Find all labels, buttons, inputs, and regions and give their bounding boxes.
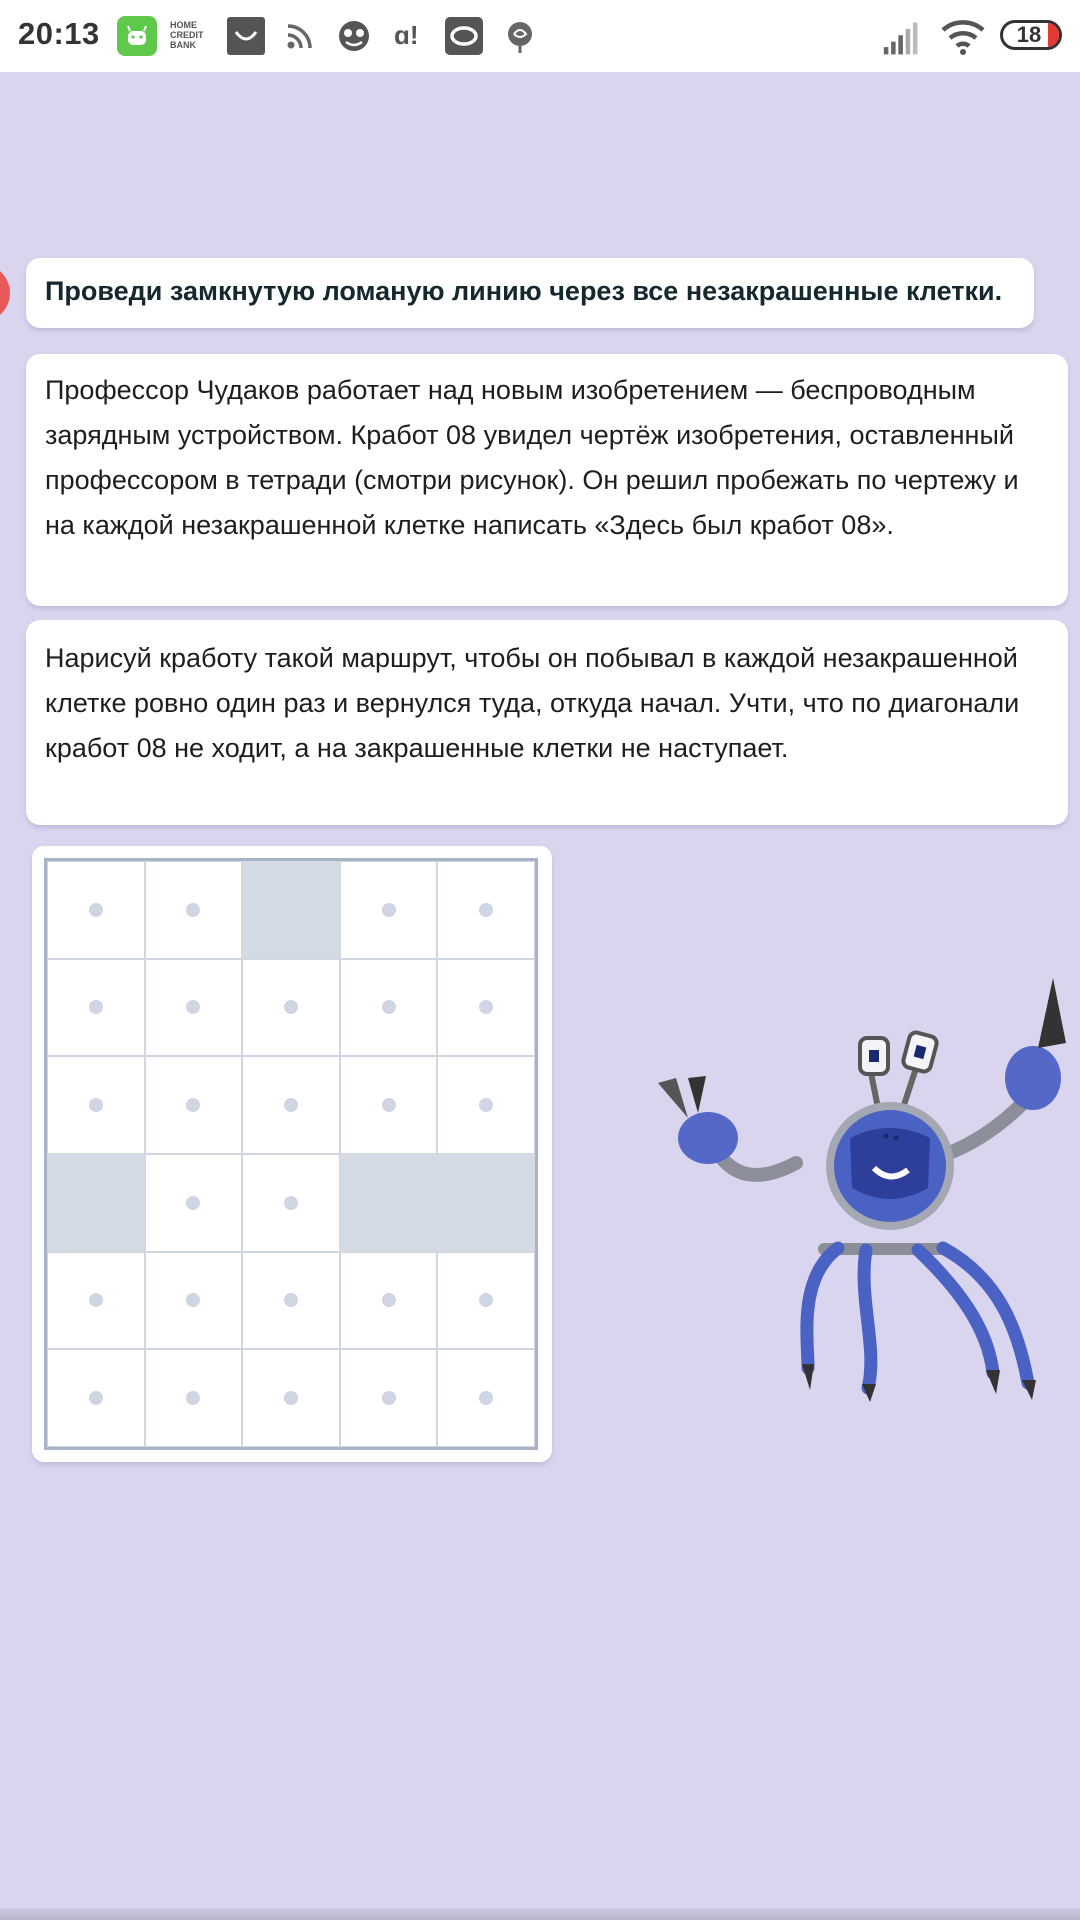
- task-instruction: Нарисуй кработу такой маршрут, чтобы он побывал в каждой незакрашенной клетке ровно один раз и вернулся туда, откуда начал. Учти, что по диагонали кработ 08 не ходит, а на закрашенные клетки не наступает.: [26, 620, 1068, 825]
- grid-cell[interactable]: [242, 1252, 340, 1350]
- grid-cell[interactable]: [340, 1056, 438, 1154]
- cell-dot: [186, 1098, 200, 1112]
- grid-cell-shaded: [242, 861, 340, 959]
- cell-dot: [284, 1391, 298, 1405]
- grid-cell[interactable]: [145, 959, 243, 1057]
- task-description: Профессор Чудаков работает над новым изобретением — беспроводным зарядным устройством. Кработ 08 увидел чертёж изобретения, оставленный профессором в тетради (смотри рисунок). Он решил пробежать по чертежу и на каждой незакрашенной клетке написать «Здесь был кработ 08».: [26, 354, 1068, 606]
- grid-cell[interactable]: [437, 959, 535, 1057]
- grid-cell[interactable]: [437, 1056, 535, 1154]
- cell-dot: [382, 903, 396, 917]
- grid-cell[interactable]: [47, 1349, 145, 1447]
- cell-dot: [479, 1391, 493, 1405]
- grid-cell[interactable]: [47, 1252, 145, 1350]
- grid-cell[interactable]: [47, 861, 145, 959]
- grid-cell[interactable]: [47, 959, 145, 1057]
- cell-dot: [479, 903, 493, 917]
- task-marker: [0, 264, 10, 322]
- bank-label-line: BANK: [170, 40, 196, 50]
- cell-dot: [186, 1293, 200, 1307]
- cell-dot: [89, 1293, 103, 1307]
- grid-cell[interactable]: [242, 1349, 340, 1447]
- task-title: Проведи замкнутую ломаную линию через все незакрашенные клетки.: [26, 258, 1034, 328]
- grid-cell[interactable]: [145, 1056, 243, 1154]
- grid-cell[interactable]: [340, 861, 438, 959]
- cell-dot: [186, 1000, 200, 1014]
- grid-cell-shaded: [437, 1154, 535, 1252]
- bank-label-line: CREDIT: [170, 30, 204, 40]
- android-robot-icon: [117, 16, 157, 56]
- cell-dot: [284, 1000, 298, 1014]
- cell-dot: [186, 1391, 200, 1405]
- grid-cell[interactable]: [145, 1349, 243, 1447]
- grid-cell[interactable]: [437, 861, 535, 959]
- grid-cell[interactable]: [340, 1252, 438, 1350]
- cell-dot: [284, 1098, 298, 1112]
- grid-cell[interactable]: [437, 1349, 535, 1447]
- grid-cell[interactable]: [242, 959, 340, 1057]
- cell-dot: [479, 1098, 493, 1112]
- grid-cell[interactable]: [145, 1252, 243, 1350]
- grid-cell[interactable]: [437, 1252, 535, 1350]
- cell-dot: [382, 1391, 396, 1405]
- rose-icon: [500, 16, 540, 56]
- wifi-icon: [940, 16, 986, 56]
- cell-dot: [186, 1196, 200, 1210]
- grid-cell-shaded: [340, 1154, 438, 1252]
- ok-notification-icon: ɑ!: [394, 20, 419, 50]
- bank-label-line: HOME: [170, 20, 197, 30]
- status-time: 20:13: [18, 16, 100, 51]
- cell-dot: [89, 1098, 103, 1112]
- crabot-robot-illustration: [628, 978, 1080, 1402]
- cell-dot: [382, 1098, 396, 1112]
- drawing-board: [32, 846, 552, 1462]
- grid-cell[interactable]: [145, 1154, 243, 1252]
- status-bar: [0, 0, 1080, 72]
- grid-cell-shaded: [47, 1154, 145, 1252]
- grid-cell[interactable]: [242, 1154, 340, 1252]
- cell-dot: [479, 1000, 493, 1014]
- grid-cell[interactable]: [242, 1056, 340, 1154]
- battery-level: 18: [1016, 22, 1042, 47]
- grid-cell[interactable]: [47, 1056, 145, 1154]
- cell-dot: [479, 1293, 493, 1307]
- cell-dot: [89, 1000, 103, 1014]
- route-grid[interactable]: [44, 858, 538, 1450]
- grid-cell[interactable]: [340, 1349, 438, 1447]
- cell-dot: [284, 1293, 298, 1307]
- cell-dot: [284, 1196, 298, 1210]
- cell-dot: [89, 1391, 103, 1405]
- tray-icon: [226, 16, 266, 56]
- bottom-edge: [0, 1908, 1080, 1920]
- ring-icon: [444, 16, 484, 56]
- home-credit-bank-icon: [170, 20, 210, 50]
- cell-dot: [382, 1293, 396, 1307]
- mascot-icon: [334, 16, 374, 56]
- cell-dot: [186, 903, 200, 917]
- cell-dot: [89, 903, 103, 917]
- grid-cell[interactable]: [340, 959, 438, 1057]
- grid-cell[interactable]: [145, 861, 243, 959]
- signal-icon: [882, 18, 922, 58]
- rss-icon: [280, 16, 320, 56]
- battery-icon: [1000, 20, 1062, 50]
- cell-dot: [382, 1000, 396, 1014]
